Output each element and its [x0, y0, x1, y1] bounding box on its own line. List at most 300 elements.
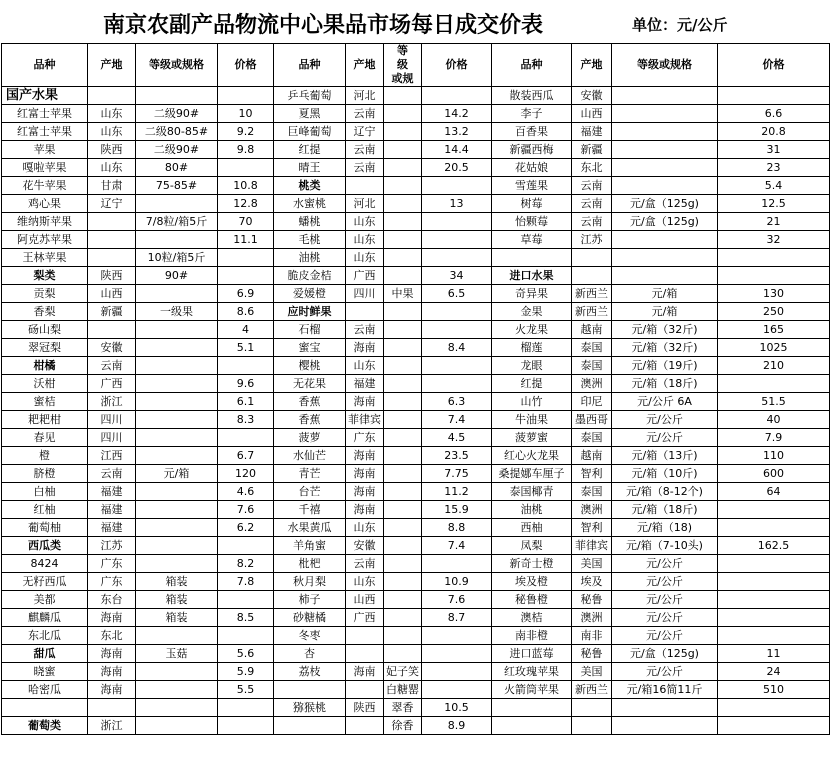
table-cell: 荔枝 [274, 663, 346, 681]
table-cell: 越南 [572, 447, 612, 465]
table-cell [88, 699, 136, 717]
column-header: 价格 [218, 44, 274, 87]
table-cell: 泰国椰青 [492, 483, 572, 501]
table-cell [218, 717, 274, 735]
table-cell [346, 681, 384, 699]
table-cell: 夏黑 [274, 105, 346, 123]
table-cell: 海南 [346, 339, 384, 357]
table-cell: 福建 [572, 123, 612, 141]
table-cell: 元/箱（32斤) [612, 339, 718, 357]
table-row [2, 375, 830, 393]
table-cell: 奇异果 [492, 285, 572, 303]
table-cell: 玉菇 [136, 645, 218, 663]
table-cell: 7.9 [718, 429, 830, 447]
table-cell: 165 [718, 321, 830, 339]
table-cell: 无花果 [274, 375, 346, 393]
table-cell: 元/箱（18斤) [612, 375, 718, 393]
table-cell: 美都 [2, 591, 88, 609]
table-row [2, 555, 830, 573]
table-cell: 海南 [346, 663, 384, 681]
table-cell: 福建 [88, 501, 136, 519]
table-cell [612, 159, 718, 177]
table-cell [136, 195, 218, 213]
table-cell: 9.8 [218, 141, 274, 159]
table-cell: 6.2 [218, 519, 274, 537]
table-cell: 12.5 [718, 195, 830, 213]
table-cell: 元/箱（32斤) [612, 321, 718, 339]
table-row [2, 123, 830, 141]
table-cell: 埃及 [572, 573, 612, 591]
table-cell: 12.8 [218, 195, 274, 213]
table-cell: 泰国 [572, 339, 612, 357]
table-row [2, 537, 830, 555]
table-cell: 20.8 [718, 123, 830, 141]
table-cell: 80# [136, 159, 218, 177]
table-cell [274, 681, 346, 699]
table-cell: 元/箱16简11斤 [612, 681, 718, 699]
table-cell: 8.2 [218, 555, 274, 573]
table-cell: 印尼 [572, 393, 612, 411]
table-cell: 油桃 [492, 501, 572, 519]
table-cell: 210 [718, 357, 830, 375]
table-row [2, 159, 830, 177]
table-cell [422, 375, 492, 393]
table-cell: 河北 [346, 87, 384, 105]
table-cell [718, 627, 830, 645]
table-cell: 130 [718, 285, 830, 303]
column-header: 等级或规格 [612, 44, 718, 87]
table-cell [718, 249, 830, 267]
table-cell: 安徽 [572, 87, 612, 105]
table-cell: 火箭筒苹果 [492, 681, 572, 699]
table-cell [384, 501, 422, 519]
table-cell: 8.7 [422, 609, 492, 627]
table-cell: 海南 [88, 681, 136, 699]
table-cell: 爱媛橙 [274, 285, 346, 303]
table-cell: 山西 [572, 105, 612, 123]
table-cell: 元/盒（125g) [612, 213, 718, 231]
table-cell: 金果 [492, 303, 572, 321]
table-cell: 元/公斤 [612, 411, 718, 429]
table-cell: 福建 [346, 375, 384, 393]
table-cell: 广东 [346, 429, 384, 447]
table-cell [572, 267, 612, 285]
table-cell [384, 321, 422, 339]
table-row [2, 681, 830, 699]
table-row [2, 105, 830, 123]
table-cell: 元/公斤 [612, 627, 718, 645]
table-cell: 秘鲁橙 [492, 591, 572, 609]
table-cell: 5.5 [218, 681, 274, 699]
table-cell: 10 [218, 105, 274, 123]
table-cell [218, 699, 274, 717]
table-cell: 云南 [572, 177, 612, 195]
table-cell: 11 [718, 645, 830, 663]
table-cell [218, 357, 274, 375]
table-cell: 10.9 [422, 573, 492, 591]
table-cell [718, 501, 830, 519]
table-cell: 澳洲 [572, 501, 612, 519]
table-row [2, 339, 830, 357]
table-cell: 250 [718, 303, 830, 321]
table-cell: 云南 [346, 141, 384, 159]
table-row [2, 177, 830, 195]
table-cell: 菲律宾 [572, 537, 612, 555]
table-row [2, 519, 830, 537]
table-cell: 广西 [346, 267, 384, 285]
table-cell: 蜜宝 [274, 339, 346, 357]
table-row [2, 357, 830, 375]
table-cell: 云南 [572, 213, 612, 231]
column-header: 品种 [274, 44, 346, 87]
table-cell: 陕西 [346, 699, 384, 717]
table-cell: 广东 [88, 573, 136, 591]
table-cell: 元/箱（10斤) [612, 465, 718, 483]
table-cell: 山竹 [492, 393, 572, 411]
table-cell: 樱桃 [274, 357, 346, 375]
table-cell: 5.1 [218, 339, 274, 357]
table-cell: 8.5 [218, 609, 274, 627]
column-header: 等级或规格 [136, 44, 218, 87]
table-cell [136, 87, 218, 105]
table-cell [422, 663, 492, 681]
table-row [2, 267, 830, 285]
table-cell [384, 555, 422, 573]
table-cell: 云南 [346, 321, 384, 339]
table-cell: 14.4 [422, 141, 492, 159]
table-row [2, 663, 830, 681]
table-cell: 应时鲜果 [274, 303, 346, 321]
table-cell: 沃柑 [2, 375, 88, 393]
table-cell [384, 249, 422, 267]
table-cell: 海南 [88, 609, 136, 627]
table-cell: 元/公斤 [612, 609, 718, 627]
table-cell [572, 717, 612, 735]
table-cell [612, 717, 718, 735]
table-cell: 晴王 [274, 159, 346, 177]
table-cell: 7.75 [422, 465, 492, 483]
table-cell: 辽宁 [346, 123, 384, 141]
table-cell [136, 339, 218, 357]
table-cell [384, 447, 422, 465]
table-cell [612, 249, 718, 267]
table-cell [218, 267, 274, 285]
table-cell: 7.4 [422, 537, 492, 555]
table-cell: 元/箱 [612, 285, 718, 303]
table-cell [136, 537, 218, 555]
table-cell: 雪莲果 [492, 177, 572, 195]
table-cell: 新疆西梅 [492, 141, 572, 159]
table-cell: 6.9 [218, 285, 274, 303]
table-cell: 8.8 [422, 519, 492, 537]
table-cell: 秘鲁 [572, 645, 612, 663]
table-cell: 散装西瓜 [492, 87, 572, 105]
table-cell [718, 555, 830, 573]
table-cell: 千禧 [274, 501, 346, 519]
table-cell: 水果黄瓜 [274, 519, 346, 537]
table-cell: 蟠桃 [274, 213, 346, 231]
table-cell: 海南 [346, 501, 384, 519]
table-cell [384, 645, 422, 663]
table-cell: 甜瓜 [2, 645, 88, 663]
table-cell: 河北 [346, 195, 384, 213]
table-cell: 红心火龙果 [492, 447, 572, 465]
table-cell: 秋月梨 [274, 573, 346, 591]
table-cell: 4.5 [422, 429, 492, 447]
table-cell [422, 303, 492, 321]
table-cell [612, 267, 718, 285]
table-cell [718, 717, 830, 735]
table-cell: 橙 [2, 447, 88, 465]
table-cell [572, 249, 612, 267]
table-cell: 柿子 [274, 591, 346, 609]
table-cell: 元/箱 [612, 303, 718, 321]
table-cell: 4 [218, 321, 274, 339]
table-row [2, 429, 830, 447]
table-cell: 9.6 [218, 375, 274, 393]
table-cell [422, 231, 492, 249]
table-cell [136, 717, 218, 735]
table-cell: 贡梨 [2, 285, 88, 303]
column-header: 等 级 或规 [384, 44, 422, 87]
table-cell: 埃及橙 [492, 573, 572, 591]
table-cell: 浙江 [88, 717, 136, 735]
table-cell: 东北瓜 [2, 627, 88, 645]
table-cell: 翠香 [384, 699, 422, 717]
table-cell: 5.6 [218, 645, 274, 663]
table-cell: 百香果 [492, 123, 572, 141]
table-cell [346, 717, 384, 735]
table-cell [384, 591, 422, 609]
table-cell: 11.1 [218, 231, 274, 249]
table-cell [384, 105, 422, 123]
table-cell: 红富士苹果 [2, 105, 88, 123]
table-row [2, 645, 830, 663]
table-cell: 红富士苹果 [2, 123, 88, 141]
table-cell: 4.6 [218, 483, 274, 501]
table-cell: 6.7 [218, 447, 274, 465]
table-cell: 枇杷 [274, 555, 346, 573]
table-cell: 山西 [346, 591, 384, 609]
table-cell [384, 267, 422, 285]
table-cell: 桃类 [274, 177, 346, 195]
table-cell [136, 681, 218, 699]
table-cell: 山东 [346, 213, 384, 231]
table-cell: 75-85# [136, 177, 218, 195]
table-cell: 广西 [88, 375, 136, 393]
table-row [2, 393, 830, 411]
table-cell: 妃子笑 [384, 663, 422, 681]
table-cell: 广东 [88, 555, 136, 573]
table-cell: 海南 [88, 645, 136, 663]
table-cell: 13 [422, 195, 492, 213]
table-row [2, 591, 830, 609]
table-cell [612, 87, 718, 105]
table-cell [384, 141, 422, 159]
table-cell [422, 627, 492, 645]
table-cell: 元/箱（7-10头) [612, 537, 718, 555]
table-cell: 嘎啦苹果 [2, 159, 88, 177]
table-cell: 耙耙柑 [2, 411, 88, 429]
table-cell: 红提 [492, 375, 572, 393]
table-cell: 草莓 [492, 231, 572, 249]
table-cell: 砂糖橘 [274, 609, 346, 627]
table-cell [136, 357, 218, 375]
table-cell: 23.5 [422, 447, 492, 465]
table-cell [422, 177, 492, 195]
table-cell: 冬枣 [274, 627, 346, 645]
table-row [2, 627, 830, 645]
table-cell: 10.5 [422, 699, 492, 717]
table-cell [718, 375, 830, 393]
table-row [2, 447, 830, 465]
table-cell: 澳洲 [572, 375, 612, 393]
table-cell: 新疆 [572, 141, 612, 159]
table-cell [384, 159, 422, 177]
table-cell [422, 249, 492, 267]
table-row [2, 87, 830, 105]
column-header: 价格 [422, 44, 492, 87]
table-cell: 元/箱（18) [612, 519, 718, 537]
table-cell: 元/盒（125g) [612, 645, 718, 663]
table-cell: 32 [718, 231, 830, 249]
table-cell: 元/箱（18斤) [612, 501, 718, 519]
table-cell: 云南 [88, 465, 136, 483]
table-cell: 新奇士橙 [492, 555, 572, 573]
table-cell: 国产水果 [2, 87, 88, 105]
table-row [2, 321, 830, 339]
table-cell [612, 141, 718, 159]
table-cell: 13.2 [422, 123, 492, 141]
table-cell: 云南 [88, 357, 136, 375]
table-cell: 山东 [346, 519, 384, 537]
table-cell: 阿克苏苹果 [2, 231, 88, 249]
table-cell [136, 519, 218, 537]
table-cell: 山东 [346, 357, 384, 375]
table-cell: 王林苹果 [2, 249, 88, 267]
table-cell [136, 483, 218, 501]
table-cell: 10粒/箱5斤 [136, 249, 218, 267]
table-cell: 120 [218, 465, 274, 483]
table-cell: 猕猴桃 [274, 699, 346, 717]
table-cell: 海南 [88, 663, 136, 681]
table-cell: 一级果 [136, 303, 218, 321]
table-cell [384, 339, 422, 357]
table-cell: 南非 [572, 627, 612, 645]
table-cell: 元/公斤 6A [612, 393, 718, 411]
table-cell: 20.5 [422, 159, 492, 177]
table-cell: 墨西哥 [572, 411, 612, 429]
table-cell: 红玫瑰苹果 [492, 663, 572, 681]
table-cell [136, 555, 218, 573]
table-cell [572, 699, 612, 717]
table-row [2, 501, 830, 519]
table-cell [384, 573, 422, 591]
table-cell [136, 429, 218, 447]
table-cell: 哈密瓜 [2, 681, 88, 699]
table-cell: 四川 [88, 411, 136, 429]
table-cell: 江苏 [572, 231, 612, 249]
table-row [2, 195, 830, 213]
table-cell: 维纳斯苹果 [2, 213, 88, 231]
table-cell: 安徽 [88, 339, 136, 357]
table-cell: 70 [218, 213, 274, 231]
table-cell: 7.8 [218, 573, 274, 591]
table-cell [88, 249, 136, 267]
table-cell: 泰国 [572, 429, 612, 447]
table-cell: 162.5 [718, 537, 830, 555]
table-cell: 榴莲 [492, 339, 572, 357]
table-cell: 进口水果 [492, 267, 572, 285]
table-cell: 34 [422, 267, 492, 285]
table-cell: 广西 [346, 609, 384, 627]
table-cell: 云南 [346, 159, 384, 177]
table-cell: 元/盒（125g) [612, 195, 718, 213]
table-cell: 南非橙 [492, 627, 572, 645]
table-cell: 7.6 [218, 501, 274, 519]
table-cell [346, 303, 384, 321]
table-cell: 6.6 [718, 105, 830, 123]
table-cell: 香蕉 [274, 411, 346, 429]
table-row [2, 609, 830, 627]
table-cell [384, 609, 422, 627]
table-cell [218, 537, 274, 555]
table-cell: 石榴 [274, 321, 346, 339]
table-cell: 美国 [572, 555, 612, 573]
column-header: 价格 [718, 44, 830, 87]
table-cell [88, 87, 136, 105]
column-header: 品种 [2, 44, 88, 87]
table-cell: 澳洲 [572, 609, 612, 627]
table-cell: 越南 [572, 321, 612, 339]
table-cell: 21 [718, 213, 830, 231]
table-cell: 14.2 [422, 105, 492, 123]
table-cell: 31 [718, 141, 830, 159]
table-cell [422, 645, 492, 663]
table-cell: 四川 [88, 429, 136, 447]
table-cell: 元/公斤 [612, 555, 718, 573]
table-row [2, 699, 830, 717]
table-cell [384, 429, 422, 447]
table-cell: 砀山梨 [2, 321, 88, 339]
table-cell: 6.1 [218, 393, 274, 411]
table-cell: 箱装 [136, 573, 218, 591]
table-cell: 8.9 [422, 717, 492, 735]
table-cell: 脐橙 [2, 465, 88, 483]
table-cell: 美国 [572, 663, 612, 681]
table-cell: 海南 [346, 483, 384, 501]
table-cell: 西柚 [492, 519, 572, 537]
table-row [2, 411, 830, 429]
table-cell [88, 213, 136, 231]
table-cell: 西瓜类 [2, 537, 88, 555]
table-cell: 元/箱（13斤) [612, 447, 718, 465]
table-cell: 7/8粒/箱5斤 [136, 213, 218, 231]
table-cell: 菠萝蜜 [492, 429, 572, 447]
table-row [2, 285, 830, 303]
table-cell [422, 555, 492, 573]
table-cell: 凤梨 [492, 537, 572, 555]
table-cell: 山东 [88, 159, 136, 177]
table-cell: 脆皮金桔 [274, 267, 346, 285]
table-cell [422, 681, 492, 699]
table-cell: 油桃 [274, 249, 346, 267]
table-row [2, 249, 830, 267]
table-cell: 5.9 [218, 663, 274, 681]
table-cell: 15.9 [422, 501, 492, 519]
table-cell [718, 267, 830, 285]
table-cell: 箱装 [136, 591, 218, 609]
